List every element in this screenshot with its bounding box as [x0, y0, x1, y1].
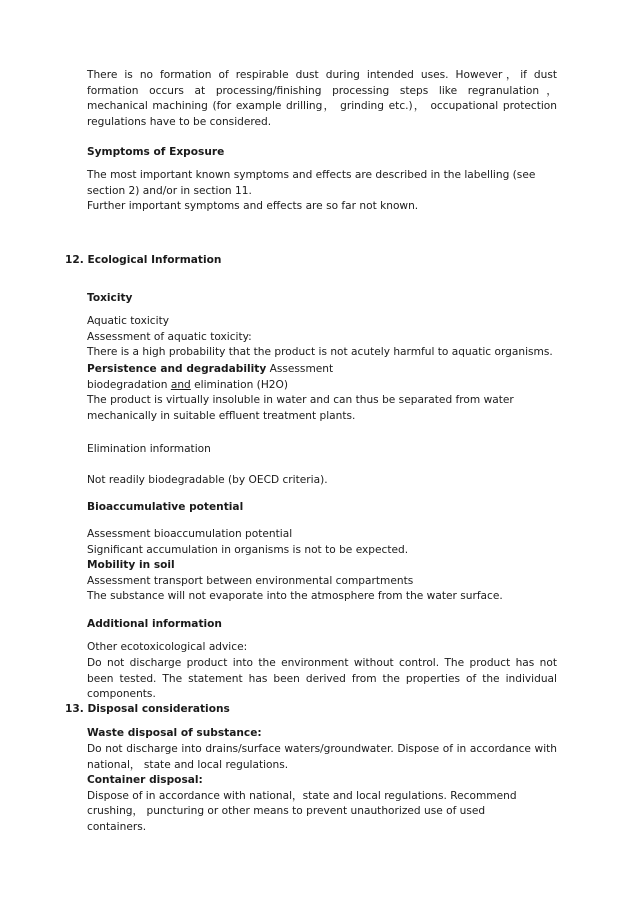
elimination-heading: Elimination information [87, 443, 211, 455]
container-line: crushing， puncturing or other means to prevent unauthorized use of used [87, 805, 486, 818]
and-underlined: and [170, 378, 191, 391]
container-block [87, 773, 557, 835]
waste-text: Do not discharge into drains/surface waters/groundwater. Dispose of in accordance with national， state and local regulations. [87, 743, 557, 771]
additional-text: Do not discharge product into the environment without control. The product has not been tested. The statement has been derived from the properties of the individual components. [87, 657, 557, 701]
waste-heading: Waste disposal of substance: [87, 727, 262, 739]
persistence-line [87, 378, 557, 394]
container-heading: Container disposal: [87, 774, 203, 786]
symptoms-heading: Symptoms of Exposure [87, 146, 225, 158]
persistence-heading-line [87, 362, 557, 378]
persistence-heading-suffix: Assessment [266, 363, 334, 375]
bioaccumulative-heading: Bioaccumulative potential [87, 501, 244, 513]
section-12-heading: 12. Ecological Information [65, 254, 222, 266]
persistence-line: mechanically in suitable effluent treatment plants. [87, 409, 356, 422]
container-line: Dispose of in accordance with national，state and local regulations. Recommend [87, 789, 517, 802]
mobility-line: The substance will not evaporate into the atmosphere from the water surface. [87, 590, 503, 603]
intro-paragraph: There is no formation of respirable dust during intended uses. However，if dust formation occurs at processing/finishing processing steps like regranulation， mechanical machining (for example drilling， grinding etc.)， occupational protection regulations have to be considered. [87, 69, 557, 128]
toxicity-heading: Toxicity [87, 292, 133, 304]
persistence-heading: Persistence and degradability [87, 363, 267, 375]
bioaccumulative-line: Assessment bioaccumulation potential [87, 528, 293, 540]
symptoms-body [87, 168, 557, 215]
container-line: containers. [87, 820, 147, 833]
mobility-heading: Mobility in soil [87, 559, 175, 572]
persistence-text: biodegradation [87, 378, 171, 391]
mobility-line: Assessment transport between environmental compartments [87, 574, 414, 587]
elimination-text: Not readily biodegradable (by OECD criteria). [87, 474, 328, 486]
additional-line: Other ecotoxicological advice: [87, 641, 248, 653]
persistence-block [87, 362, 557, 424]
toxicity-line: Assessment of aquatic toxicity: [87, 330, 252, 343]
toxicity-body [87, 314, 557, 361]
symptoms-line: The most important known symptoms and effects are described in the labelling (see [87, 169, 536, 181]
bioaccumulative-body [87, 527, 557, 605]
symptoms-line: Further important symptoms and effects are so far not known. [87, 200, 419, 213]
toxicity-line: There is a high probability that the product is not acutely harmful to aquatic organisms. [87, 346, 553, 359]
persistence-text: elimination (H2O) [190, 378, 288, 391]
additional-heading: Additional information [87, 618, 222, 630]
toxicity-line: Aquatic toxicity [87, 315, 169, 327]
bioaccumulative-line: Significant accumulation in organisms is not to be expected. [87, 543, 409, 556]
symptoms-line: section 2) and/or in section 11. [87, 184, 252, 197]
persistence-line: The product is virtually insoluble in water and can thus be separated from water [87, 394, 514, 407]
section-13-heading: 13. Disposal considerations [65, 703, 230, 715]
